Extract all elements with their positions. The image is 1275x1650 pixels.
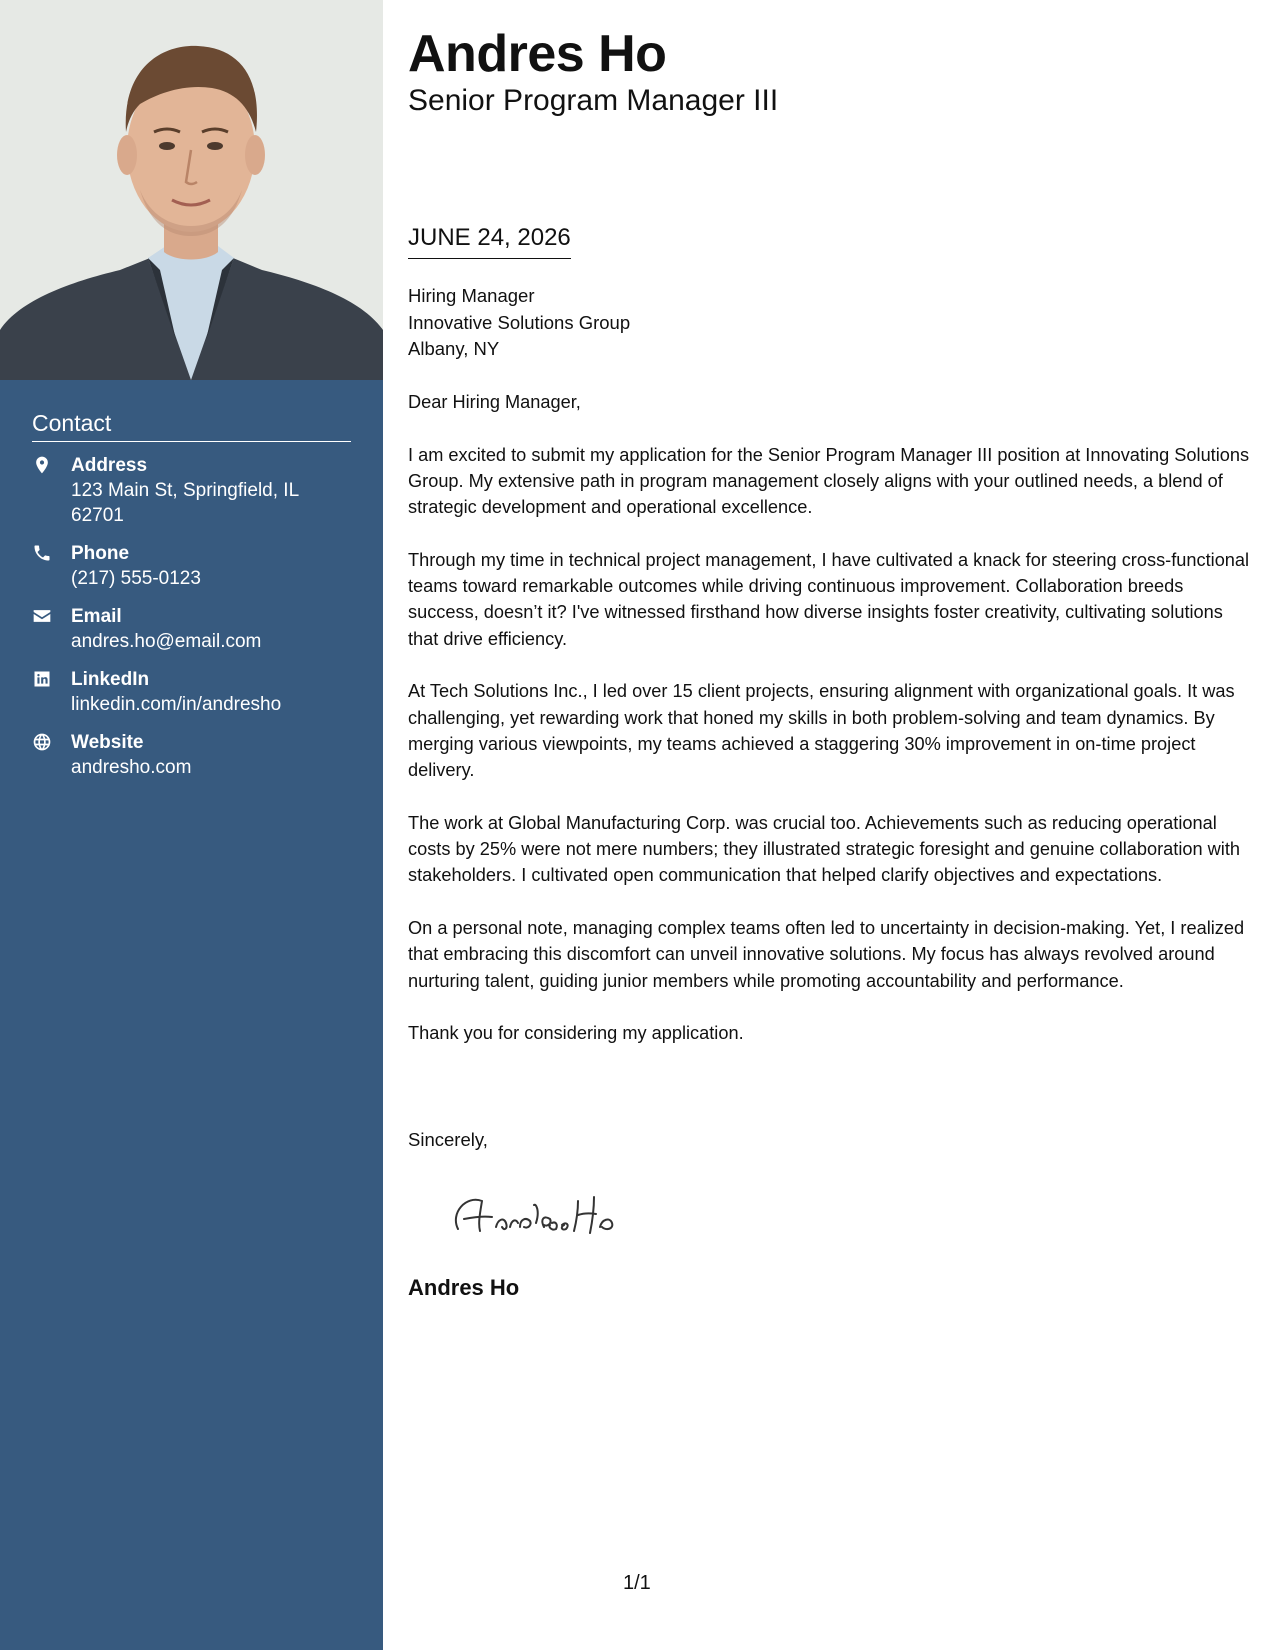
profile-photo — [0, 0, 383, 380]
contact-label: Website — [71, 732, 144, 753]
body-paragraph: Thank you for considering my application. — [408, 1023, 744, 1044]
contact-label: Email — [71, 606, 122, 627]
recipient-block — [408, 283, 630, 363]
body-paragraph: I am excited to submit my application for the Senior Program Manager III position at Innovating Solutions Group. My extensive path in program management closely aligns with your outlined needs, a blend of strategic development and operational excellence. — [408, 444, 1250, 518]
body-paragraph: On a personal note, managing complex teams often led to uncertainty in decision-making. Yet, I realized that embracing this discomfort can unveil innovative solutions. My focus has always revolved around nurturing talent, guiding junior members while promoting accountability and performance. — [408, 917, 1245, 991]
contact-heading: Contact — [32, 410, 351, 442]
applicant-name: Andres Ho — [408, 25, 667, 83]
contact-item-address — [32, 454, 351, 528]
contact-label: LinkedIn — [71, 669, 150, 690]
contact-value: linkedin.com/in/andresho — [71, 694, 282, 715]
recipient-line: Albany, NY — [408, 338, 500, 359]
contact-value: andres.ho@email.com — [71, 631, 262, 652]
body-paragraph: At Tech Solutions Inc., I led over 15 client projects, ensuring alignment with organizational goals. It was challenging, yet rewarding work that honed my skills in both problem-solving and team dynamics. By merging various viewpoints, my teams achieved a staggering 30% improvement in on-time project delivery. — [408, 681, 1235, 781]
contact-value: (217) 555-0123 — [71, 568, 201, 589]
contact-label: Phone — [71, 543, 130, 564]
letter-date: JUNE 24, 2026 — [408, 224, 571, 259]
recipient-line: Hiring Manager — [408, 285, 535, 306]
contact-item-website — [32, 731, 351, 780]
profile-photo-illustration — [0, 0, 383, 380]
sidebar — [0, 0, 383, 1650]
contact-value: 123 Main St, Springfield, IL 62701 — [71, 480, 299, 526]
signer-name: Andres Ho — [408, 1275, 520, 1300]
applicant-title: Senior Program Manager III — [408, 84, 779, 117]
globe-icon — [32, 732, 56, 756]
envelope-icon — [32, 606, 56, 630]
contact-item-linkedin — [32, 668, 351, 717]
contact-label: Address — [71, 455, 148, 476]
contact-value: andresho.com — [71, 757, 192, 778]
phone-icon — [32, 543, 56, 567]
closing: Sincerely, — [408, 1129, 488, 1150]
map-pin-icon — [32, 455, 56, 479]
letter-body — [408, 389, 1253, 1073]
contact-item-email — [32, 605, 351, 654]
recipient-line: Innovative Solutions Group — [408, 311, 631, 333]
handwritten-signature — [444, 1183, 644, 1243]
salutation: Dear Hiring Manager, — [408, 392, 581, 412]
body-paragraph: The work at Global Manufacturing Corp. was crucial too. Achievements such as reducing operational costs by 25% were not mere numbers; they illustrated strategic foresight and genuine collaboration with stakeholders. I cultivated open communication that helped clarify objectives and expectations. — [408, 812, 1241, 886]
page-number: 1/1 — [623, 1572, 651, 1594]
contact-item-phone — [32, 542, 351, 591]
body-paragraph: Through my time in technical project management, I have cultivated a knack for steering cross-functional teams toward remarkable outcomes while driving continuous improvement. Collaboration breeds success, doesn’t it? I've witnessed firsthand how diverse insights foster creativity, cultivating solutions that drive efficiency. — [408, 549, 1250, 649]
contact-section — [32, 410, 351, 794]
linkedin-icon — [32, 669, 56, 693]
